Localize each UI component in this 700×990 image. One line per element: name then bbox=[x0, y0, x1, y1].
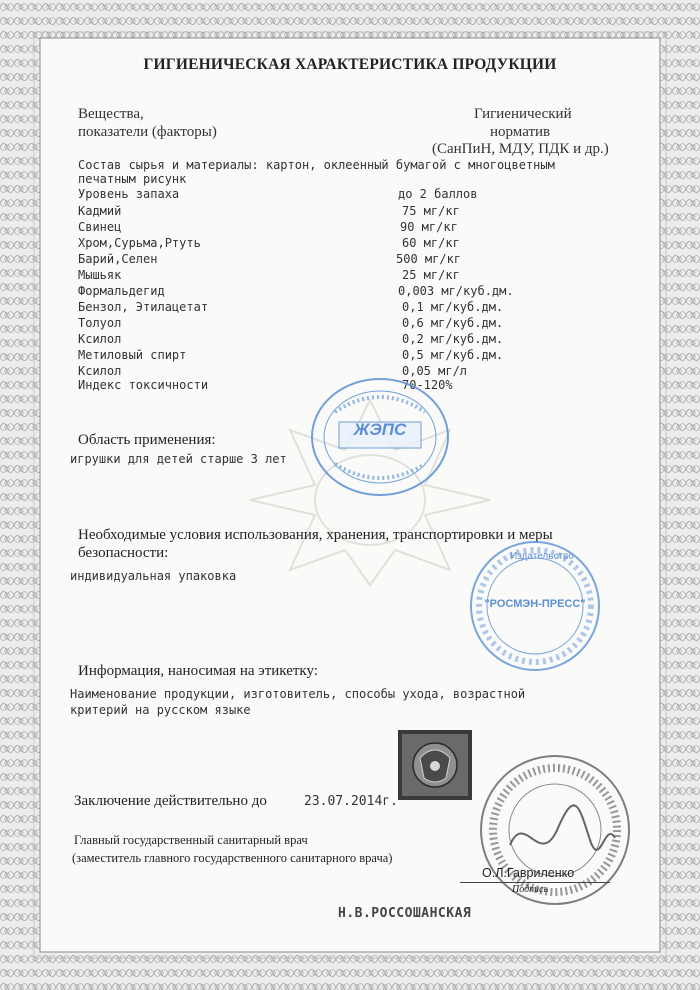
indicator-value: 0,5 мг/куб.дм. bbox=[402, 348, 504, 362]
label-info-value-line2: критерий на русском языке bbox=[70, 703, 251, 717]
composition-line2: печатным рисунк bbox=[78, 172, 187, 186]
indicator-name: Формальдегид bbox=[78, 284, 165, 298]
indicator-name: Метиловый спирт bbox=[78, 348, 187, 362]
indicator-name: Толуол bbox=[78, 316, 122, 330]
scope-value: игрушки для детей старше 3 лет bbox=[70, 452, 287, 466]
indicator-name: Свинец bbox=[78, 220, 122, 234]
indicator-name: Кадмий bbox=[78, 204, 122, 218]
signatory-line1: Главный государственный санитарный врач bbox=[74, 833, 308, 847]
indicator-name: Хром,Сурьма,Ртуть bbox=[78, 236, 201, 250]
indicator-value: 90 мг/кг bbox=[400, 220, 458, 234]
signatory-name: О.Л.Гавриленко bbox=[482, 866, 575, 880]
indicator-name: Барий,Селен bbox=[78, 252, 158, 266]
indicator-value: 500 мг/кг bbox=[396, 252, 462, 266]
publisher-stamp-ring-text: Издательство bbox=[510, 551, 574, 562]
indicator-value: 0,6 мг/куб.дм. bbox=[402, 316, 504, 330]
indicator-value: 75 мг/кг bbox=[402, 204, 460, 218]
scope-label: Область применения: bbox=[78, 432, 216, 448]
header-left-line1: Вещества, bbox=[78, 106, 144, 122]
blue-stamp-text: ЖЭПС bbox=[353, 420, 407, 439]
label-info-label: Информация, наносимая на этикетку: bbox=[78, 663, 318, 679]
header-right-line2: норматив bbox=[490, 124, 551, 140]
indicator-value: 0,2 мг/куб.дм. bbox=[402, 332, 504, 346]
publisher-stamp-center-text: "РОСМЭН-ПРЕСС" bbox=[484, 598, 586, 610]
document-title: ГИГИЕНИЧЕСКАЯ ХАРАКТЕРИСТИКА ПРОДУКЦИИ bbox=[143, 56, 557, 73]
signature-line bbox=[460, 882, 610, 883]
signature-caption: Подпись bbox=[512, 884, 549, 895]
indicator-value: 0,003 мг/куб.дм. bbox=[398, 284, 514, 298]
validity-label: Заключение действительно до bbox=[74, 793, 267, 809]
indicator-name: Уровень запаха bbox=[78, 187, 180, 201]
signatory-line2: (заместитель главного государственного санитарного врача) bbox=[72, 851, 393, 865]
indicator-name: Ксилол bbox=[78, 364, 122, 378]
indicator-value: 0,1 мг/куб.дм. bbox=[402, 300, 504, 314]
header-right-line3: (СанПиН, МДУ, ПДК и др.) bbox=[432, 141, 609, 157]
header-right-line1: Гигиенический bbox=[474, 106, 572, 122]
conditions-label-line1: Необходимые условия использования, хранения, транспортировки и меры bbox=[78, 527, 553, 543]
typed-name-stamp: Н.В.РОССОШАНСКАЯ bbox=[338, 906, 472, 921]
indicator-value: 70-120% bbox=[402, 378, 453, 392]
indicator-name: Мышьяк bbox=[78, 268, 122, 282]
indicator-value: до 2 баллов bbox=[398, 187, 478, 201]
label-info-value-line1: Наименование продукции, изготовитель, способы ухода, возрастной bbox=[70, 687, 526, 701]
header-left-line2: показатели (факторы) bbox=[78, 124, 217, 140]
conditions-value: индивидуальная упаковка bbox=[70, 569, 237, 583]
indicator-value: 25 мг/кг bbox=[402, 268, 460, 282]
validity-date: 23.07.2014г. bbox=[304, 794, 398, 809]
hologram-seal-icon bbox=[398, 730, 472, 800]
indicator-name: Ксилол bbox=[78, 332, 122, 346]
composition-line1: Состав сырья и материалы: картон, оклеенный бумагой с многоцветным bbox=[78, 158, 555, 172]
conditions-label-line2: безопасности: bbox=[78, 545, 169, 561]
indicator-value: 0,05 мг/л bbox=[402, 364, 468, 378]
indicator-name: Индекс токсичности bbox=[78, 378, 209, 392]
indicator-value: 60 мг/кг bbox=[402, 236, 460, 250]
official-round-seal-icon bbox=[470, 750, 640, 910]
indicator-name: Бензол, Этилацетат bbox=[78, 300, 209, 314]
